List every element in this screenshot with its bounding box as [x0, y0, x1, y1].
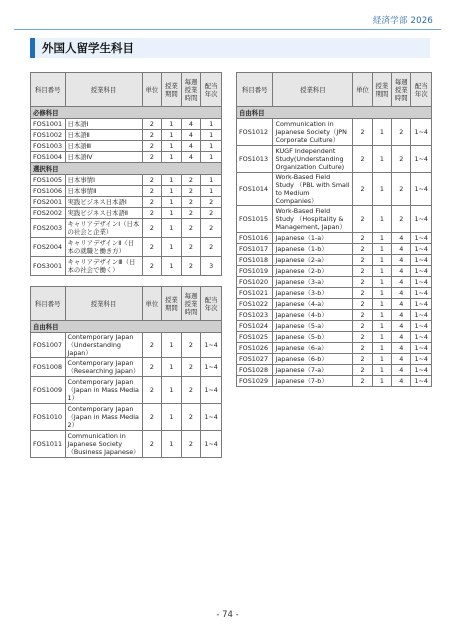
course-weekly-hours: 2 — [181, 208, 201, 219]
course-credits: 2 — [142, 197, 162, 208]
course-weekly-hours: 4 — [392, 376, 411, 387]
course-code: FOS1013 — [237, 146, 273, 173]
course-weekly-hours: 4 — [392, 255, 411, 266]
course-subject: 日本語Ⅲ — [65, 141, 142, 152]
course-term: 1 — [162, 219, 182, 238]
header-weekly-line: 時間 — [184, 93, 198, 102]
table-row — [31, 358, 222, 377]
course-year: 2 — [201, 197, 222, 208]
course-code: FOS1020 — [237, 277, 273, 288]
course-code: FOS1008 — [31, 358, 66, 377]
header-credits: 単位 — [142, 287, 162, 321]
course-year: 1~4 — [411, 299, 432, 310]
course-subject: Japanese（3-a） — [273, 277, 353, 288]
course-year: 1~4 — [411, 206, 432, 233]
header-weekly-line: 授業 — [184, 299, 198, 308]
course-weekly-hours: 2 — [181, 197, 201, 208]
section-label: 自由科目 — [237, 107, 432, 119]
course-year: 1 — [201, 119, 222, 130]
course-code: FOS1010 — [31, 404, 66, 431]
course-weekly-hours: 4 — [392, 365, 411, 376]
course-subject: 日本事情Ⅰ — [65, 175, 142, 186]
course-credits: 2 — [142, 333, 162, 358]
course-year: 1~4 — [411, 321, 432, 332]
section-row — [31, 163, 222, 175]
course-weekly-hours: 2 — [181, 431, 201, 458]
header-weekly-line: 毎週 — [184, 291, 198, 300]
course-term: 1 — [372, 354, 391, 365]
course-subject: キャリアデザインⅠ（日本の社会と企業） — [65, 219, 142, 238]
course-code: FOS2002 — [31, 208, 66, 219]
course-credits: 2 — [353, 343, 372, 354]
course-code: FOS2001 — [31, 197, 66, 208]
course-code: FOS1025 — [237, 332, 273, 343]
table-row — [237, 376, 432, 387]
course-year: 1~4 — [411, 266, 432, 277]
course-term: 1 — [372, 255, 391, 266]
page-title: 外国人留学生科目 — [42, 41, 134, 55]
table-header-row — [237, 73, 432, 107]
course-year: 1~4 — [411, 343, 432, 354]
course-weekly-hours: 2 — [392, 146, 411, 173]
course-term: 1 — [372, 321, 391, 332]
course-weekly-hours: 4 — [392, 288, 411, 299]
course-credits: 2 — [142, 358, 162, 377]
course-term: 1 — [162, 186, 182, 197]
course-term: 1 — [162, 152, 182, 163]
course-weekly-hours: 2 — [181, 257, 201, 276]
course-term: 1 — [162, 431, 182, 458]
course-credits: 2 — [353, 376, 372, 387]
course-credits: 2 — [142, 119, 162, 130]
table-row — [31, 197, 222, 208]
course-subject: 日本語Ⅳ — [65, 152, 142, 163]
course-credits: 2 — [353, 310, 372, 321]
course-credits: 2 — [142, 208, 162, 219]
table-row — [237, 365, 432, 376]
header-divider — [14, 29, 441, 30]
course-code: FOS1006 — [31, 186, 66, 197]
table-row — [237, 310, 432, 321]
course-year: 2 — [201, 208, 222, 219]
course-weekly-hours: 4 — [392, 343, 411, 354]
header-weekly-line: 毎週 — [184, 77, 198, 86]
course-term: 1 — [162, 197, 182, 208]
course-subject: Contemporary Japan （Japan in Mass Media 2） — [65, 404, 142, 431]
header-code: 科目番号 — [237, 73, 273, 107]
course-code: FOS1003 — [31, 141, 66, 152]
course-code: FOS1011 — [31, 431, 66, 458]
course-weekly-hours: 4 — [181, 119, 201, 130]
table-row — [31, 257, 222, 276]
header-year-line: 配当 — [204, 295, 218, 304]
course-subject: キャリアデザインⅡ（日本の就職と働き方） — [65, 238, 142, 257]
course-subject: Work-Based Field Study （Hospitality & Management, Japan） — [273, 206, 353, 233]
course-term: 1 — [162, 377, 182, 404]
header-year-line: 年次 — [204, 89, 218, 98]
course-credits: 2 — [142, 130, 162, 141]
course-credits: 2 — [353, 119, 372, 146]
course-year: 1~4 — [411, 233, 432, 244]
course-weekly-hours: 2 — [181, 333, 201, 358]
course-credits: 2 — [142, 377, 162, 404]
course-code: FOS1002 — [31, 130, 66, 141]
table-row — [31, 219, 222, 238]
table-row — [237, 299, 432, 310]
table-row — [237, 255, 432, 266]
header-subject: 授業科目 — [273, 73, 353, 107]
table-row — [31, 141, 222, 152]
course-code: FOS1007 — [31, 333, 66, 358]
course-code: FOS1019 — [237, 266, 273, 277]
course-year: 1 — [201, 152, 222, 163]
course-year: 1~4 — [411, 354, 432, 365]
course-subject: Japanese（2-a） — [273, 255, 353, 266]
section-label: 選択科目 — [31, 163, 222, 175]
course-subject: Japanese（6-a） — [273, 343, 353, 354]
course-code: FOS1016 — [237, 233, 273, 244]
table-row — [237, 288, 432, 299]
course-year: 1 — [201, 130, 222, 141]
header-subject: 授業科目 — [65, 287, 142, 321]
course-credits: 2 — [142, 219, 162, 238]
course-year: 1~4 — [411, 365, 432, 376]
course-term: 1 — [372, 244, 391, 255]
header-term-line: 期間 — [165, 89, 178, 98]
course-subject: 日本語Ⅱ — [65, 130, 142, 141]
course-weekly-hours: 4 — [392, 310, 411, 321]
course-credits: 2 — [142, 431, 162, 458]
course-credits: 2 — [353, 288, 372, 299]
table-row — [31, 404, 222, 431]
course-credits: 2 — [353, 233, 372, 244]
course-code: FOS1005 — [31, 175, 66, 186]
course-code: FOS1001 — [31, 119, 66, 130]
course-code: FOS1012 — [237, 119, 273, 146]
table-row — [31, 119, 222, 130]
course-term: 1 — [372, 343, 391, 354]
course-credits: 2 — [353, 146, 372, 173]
header-term-line: 授業 — [375, 81, 389, 90]
course-term: 1 — [162, 130, 182, 141]
course-credits: 2 — [353, 365, 372, 376]
course-code: FOS1015 — [237, 206, 273, 233]
course-subject: KUGF Independent Study(Understanding Organization Culture) — [273, 146, 353, 173]
course-weekly-hours: 4 — [392, 266, 411, 277]
course-weekly-hours: 4 — [392, 321, 411, 332]
course-code: FOS2003 — [31, 219, 66, 238]
course-credits: 2 — [353, 354, 372, 365]
header-term — [162, 287, 182, 321]
course-weekly-hours: 2 — [392, 206, 411, 233]
course-code: FOS1026 — [237, 343, 273, 354]
page-number: - 74 - — [216, 610, 239, 620]
course-subject: Contemporary Japan （Understanding Japan） — [65, 333, 142, 358]
course-code: FOS1022 — [237, 299, 273, 310]
course-subject: Communication in Japanese Society（Business Japanese） — [65, 431, 142, 458]
course-term: 1 — [372, 310, 391, 321]
course-year: 1~4 — [411, 376, 432, 387]
table-row — [31, 186, 222, 197]
course-credits: 2 — [353, 266, 372, 277]
course-weekly-hours: 2 — [181, 404, 201, 431]
course-subject: Japanese（5-b） — [273, 332, 353, 343]
course-credits: 2 — [142, 257, 162, 276]
course-weekly-hours: 2 — [181, 186, 201, 197]
course-subject: 実践ビジネス日本語Ⅱ — [65, 208, 142, 219]
course-subject: 日本語Ⅰ — [65, 119, 142, 130]
course-year: 1 — [201, 141, 222, 152]
header-year — [411, 73, 432, 107]
course-credits: 2 — [353, 321, 372, 332]
course-code: FOS1023 — [237, 310, 273, 321]
course-credits: 2 — [353, 332, 372, 343]
course-year: 1~4 — [201, 333, 222, 358]
header-credits: 単位 — [142, 73, 162, 107]
header-weekly — [181, 287, 201, 321]
header-subject: 授業科目 — [65, 73, 142, 107]
course-weekly-hours: 2 — [181, 377, 201, 404]
course-term: 1 — [162, 238, 182, 257]
course-term: 1 — [372, 288, 391, 299]
course-weekly-hours: 2 — [181, 219, 201, 238]
course-year: 1~4 — [201, 404, 222, 431]
course-credits: 2 — [353, 277, 372, 288]
course-code: FOS1018 — [237, 255, 273, 266]
course-weekly-hours: 4 — [392, 332, 411, 343]
course-year: 1~4 — [411, 255, 432, 266]
title-banner — [30, 38, 430, 58]
course-subject: Japanese（1-b） — [273, 244, 353, 255]
faculty-year-label: 経済学部 2026 — [372, 16, 433, 26]
course-code: FOS1028 — [237, 365, 273, 376]
course-code: FOS1017 — [237, 244, 273, 255]
course-year: 1~4 — [411, 277, 432, 288]
header-weekly-line: 時間 — [394, 93, 408, 102]
table-row — [31, 238, 222, 257]
course-subject: 日本事情Ⅱ — [65, 186, 142, 197]
course-term: 1 — [372, 206, 391, 233]
table-row — [31, 175, 222, 186]
course-code: FOS1024 — [237, 321, 273, 332]
course-code: FOS1021 — [237, 288, 273, 299]
header-weekly-line: 授業 — [394, 85, 408, 94]
course-subject: Japanese（7-a） — [273, 365, 353, 376]
course-term: 1 — [372, 365, 391, 376]
course-weekly-hours: 4 — [392, 299, 411, 310]
section-row — [31, 107, 222, 119]
course-credits: 2 — [142, 175, 162, 186]
course-term: 1 — [372, 277, 391, 288]
course-year: 1~4 — [201, 358, 222, 377]
course-year: 1~4 — [411, 332, 432, 343]
course-term: 1 — [162, 358, 182, 377]
course-credits: 2 — [353, 299, 372, 310]
course-code: FOS1014 — [237, 173, 273, 206]
course-code: FOS1029 — [237, 376, 273, 387]
course-subject: Japanese（4-b） — [273, 310, 353, 321]
course-term: 1 — [162, 175, 182, 186]
course-year: 1 — [201, 175, 222, 186]
course-year: 1~4 — [411, 173, 432, 206]
table-row — [237, 173, 432, 206]
course-weekly-hours: 4 — [181, 130, 201, 141]
header-credits: 単位 — [353, 73, 372, 107]
course-term: 1 — [372, 173, 391, 206]
table-gap — [31, 276, 222, 287]
table-row — [237, 119, 432, 146]
course-year: 1~4 — [411, 288, 432, 299]
header-weekly-line: 毎週 — [394, 77, 408, 86]
header-term-line: 期間 — [375, 89, 389, 98]
section-label: 必修科目 — [31, 107, 222, 119]
course-year: 1~4 — [411, 244, 432, 255]
course-subject: Japanese（3-b） — [273, 288, 353, 299]
course-weekly-hours: 2 — [181, 238, 201, 257]
table-row — [237, 332, 432, 343]
right-course-table — [236, 72, 432, 387]
course-weekly-hours: 4 — [392, 233, 411, 244]
course-year: 1~4 — [411, 146, 432, 173]
header-term-line: 授業 — [165, 295, 178, 304]
course-subject: Japanese（7-b） — [273, 376, 353, 387]
course-term: 1 — [372, 266, 391, 277]
course-year: 1~4 — [201, 431, 222, 458]
table-row — [237, 244, 432, 255]
course-code: FOS1009 — [31, 377, 66, 404]
header-code: 科目番号 — [31, 287, 66, 321]
table-row — [31, 152, 222, 163]
table-row — [237, 321, 432, 332]
course-term: 1 — [162, 257, 182, 276]
header-year — [201, 73, 222, 107]
section-row — [237, 107, 432, 119]
course-term: 1 — [162, 404, 182, 431]
table-row — [237, 354, 432, 365]
course-year: 1~4 — [411, 310, 432, 321]
course-weekly-hours: 4 — [181, 141, 201, 152]
course-weekly-hours: 4 — [392, 244, 411, 255]
header-weekly — [392, 73, 411, 107]
course-subject: Contemporary Japan （Researching Japan） — [65, 358, 142, 377]
course-credits: 2 — [142, 152, 162, 163]
table-header-row — [31, 73, 222, 107]
header-year-line: 年次 — [204, 303, 218, 312]
course-weekly-hours: 2 — [181, 175, 201, 186]
course-subject: 実践ビジネス日本語Ⅰ — [65, 197, 142, 208]
course-term: 1 — [372, 119, 391, 146]
table-row — [237, 146, 432, 173]
course-year: 3 — [201, 257, 222, 276]
course-subject: Japanese（2-b） — [273, 266, 353, 277]
section-label: 自由科目 — [31, 321, 222, 333]
header-year — [201, 287, 222, 321]
table-row — [237, 343, 432, 354]
course-credits: 2 — [353, 244, 372, 255]
course-term: 1 — [162, 208, 182, 219]
header-weekly-line: 授業 — [184, 85, 198, 94]
course-weekly-hours: 4 — [392, 277, 411, 288]
table-row — [31, 431, 222, 458]
table-row — [237, 277, 432, 288]
course-weekly-hours: 4 — [392, 354, 411, 365]
course-credits: 2 — [142, 238, 162, 257]
course-term: 1 — [372, 332, 391, 343]
course-credits: 2 — [353, 206, 372, 233]
course-term: 1 — [162, 141, 182, 152]
course-code: FOS1004 — [31, 152, 66, 163]
course-term: 1 — [372, 233, 391, 244]
header-weekly — [181, 73, 201, 107]
course-weekly-hours: 2 — [181, 358, 201, 377]
header-term-line: 期間 — [165, 303, 178, 312]
course-year: 2 — [201, 238, 222, 257]
header-year-line: 年次 — [414, 89, 428, 98]
header-code: 科目番号 — [31, 73, 66, 107]
header-year-line: 配当 — [204, 81, 218, 90]
header-term — [372, 73, 391, 107]
course-code: FOS3001 — [31, 257, 66, 276]
course-credits: 2 — [142, 404, 162, 431]
table-row — [237, 206, 432, 233]
header-weekly-line: 時間 — [184, 307, 198, 316]
course-term: 1 — [162, 333, 182, 358]
table-row — [31, 130, 222, 141]
table-row — [237, 266, 432, 277]
header-term-line: 授業 — [165, 81, 178, 90]
course-year: 1 — [201, 186, 222, 197]
course-year: 2 — [201, 219, 222, 238]
course-credits: 2 — [142, 186, 162, 197]
table-row — [31, 377, 222, 404]
course-credits: 2 — [142, 141, 162, 152]
course-weekly-hours: 2 — [392, 119, 411, 146]
course-term: 1 — [372, 146, 391, 173]
header-year-line: 配当 — [414, 81, 428, 90]
table-row — [31, 333, 222, 358]
table-row — [237, 233, 432, 244]
course-subject: Japanese（4-a） — [273, 299, 353, 310]
course-subject: Japanese（1-a） — [273, 233, 353, 244]
course-subject: Work-Based Field Study （PBL with Small to Medium Companies） — [273, 173, 353, 206]
course-code: FOS1027 — [237, 354, 273, 365]
table-header-row — [31, 287, 222, 321]
header-term — [162, 73, 182, 107]
course-subject: Japanese（5-a） — [273, 321, 353, 332]
course-term: 1 — [372, 376, 391, 387]
course-year: 1~4 — [201, 377, 222, 404]
course-credits: 2 — [353, 173, 372, 206]
section-row — [31, 321, 222, 333]
course-weekly-hours: 2 — [392, 173, 411, 206]
course-subject: キャリアデザインⅢ（日本の社会で働く） — [65, 257, 142, 276]
course-year: 1~4 — [411, 119, 432, 146]
course-term: 1 — [372, 299, 391, 310]
course-subject: Contemporary Japan （Japan in Mass Media 1） — [65, 377, 142, 404]
left-course-table — [30, 72, 222, 458]
course-subject: Japanese（6-b） — [273, 354, 353, 365]
course-term: 1 — [162, 119, 182, 130]
course-credits: 2 — [353, 255, 372, 266]
table-row — [31, 208, 222, 219]
course-subject: Communication in Japanese Society（JPN Corporate Culture） — [273, 119, 353, 146]
course-weekly-hours: 4 — [181, 152, 201, 163]
course-code: FOS2004 — [31, 238, 66, 257]
